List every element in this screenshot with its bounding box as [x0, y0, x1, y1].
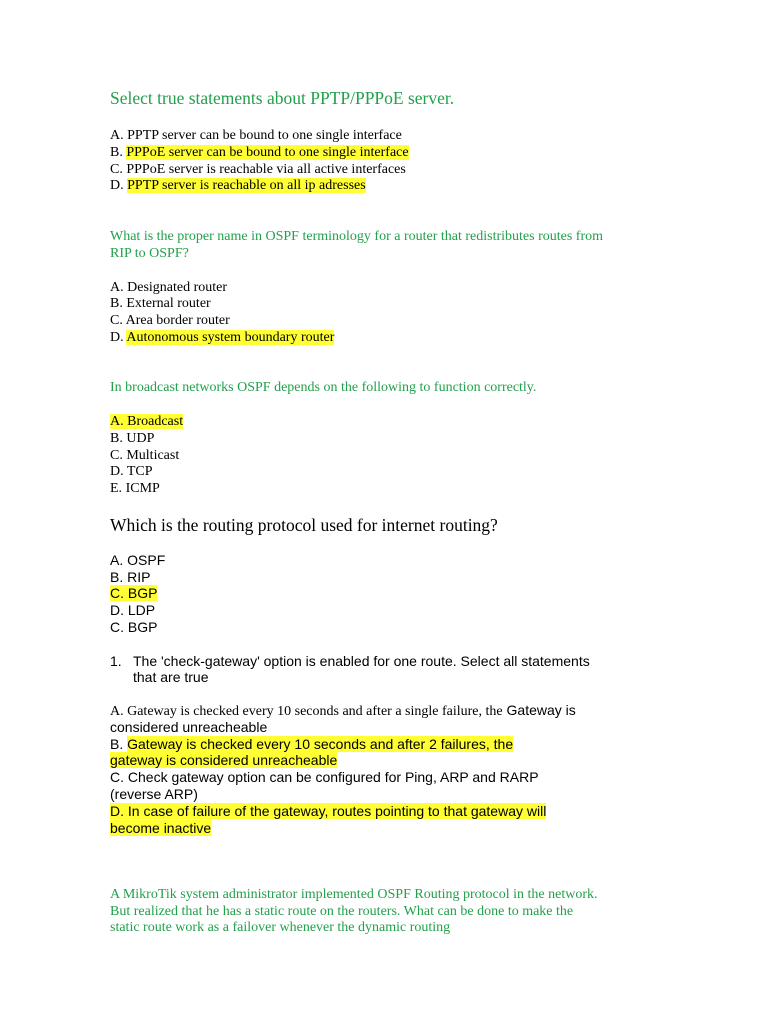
question-5-option-d-line-2 — [110, 820, 211, 836]
option-text-highlighted: Gateway is checked every 10 seconds and after 2 failures, the — [127, 736, 514, 752]
question-5-option-a-line-1 — [110, 702, 576, 720]
question-2-option-b — [110, 296, 211, 312]
question-5-title-line-1: The 'check-gateway' option is enabled for one route. Select all statements — [133, 653, 590, 669]
option-prefix: B. — [110, 145, 127, 160]
option-text: OSPF — [127, 552, 166, 568]
question-5-title-line-2: that are true — [133, 669, 209, 685]
question-6-line-2: But realized that he has a static route on the routers. What can be done to make the — [110, 904, 574, 919]
question-2-option-d — [110, 330, 334, 346]
question-2-option-c — [110, 313, 230, 329]
option-prefix: D. — [110, 464, 127, 479]
option-prefix: C. — [110, 448, 127, 463]
option-text-highlighted: PPPoE server can be bound to one single interface — [126, 145, 409, 160]
question-3-option-a — [110, 414, 183, 430]
question-1-option-a — [110, 128, 402, 144]
question-2-option-a — [110, 280, 227, 296]
option-prefix: D. — [110, 330, 127, 345]
question-5-option-a-line-2: considered unreacheable — [110, 719, 268, 735]
option-prefix: D. — [110, 602, 128, 618]
option-text: TCP — [126, 464, 153, 479]
question-5-option-b-line-1 — [110, 736, 513, 752]
question-3-option-e — [110, 481, 160, 497]
option-text: UDP — [126, 431, 155, 446]
option-text: External router — [126, 296, 211, 311]
question-5-option-c-line-1: C. Check gateway option can be configured for Ping, ARP and RARP — [110, 769, 539, 785]
question-4-option-d — [110, 602, 155, 618]
question-1-option-c — [110, 162, 406, 178]
question-6-line-3: static route work as a failover whenever the dynamic routing — [110, 920, 451, 935]
question-4-option-b — [110, 569, 150, 585]
question-1-option-b — [110, 145, 409, 161]
question-4-option-c — [110, 585, 157, 601]
question-3-option-b — [110, 431, 154, 447]
option-text-highlighted: PPTP server is reachable on all ip adresses — [127, 178, 366, 193]
option-text: PPTP server can be bound to one single interface — [127, 128, 402, 143]
option-prefix: D. — [110, 178, 128, 193]
option-text-highlighted: Autonomous system boundary router — [126, 330, 335, 345]
option-text-highlighted: A. Broadcast — [110, 414, 184, 429]
question-5-option-b-line-2 — [110, 752, 337, 768]
option-prefix: A. — [110, 128, 128, 143]
question-4-title: Which is the routing protocol used for internet routing? — [110, 515, 498, 535]
option-text: Multicast — [126, 448, 180, 463]
option-prefix: C. — [110, 619, 128, 635]
question-2-title-line-1: What is the proper name in OSPF terminology for a router that redistributes routes from — [110, 229, 604, 244]
option-text: Area border router — [125, 313, 230, 328]
option-prefix: B. — [110, 431, 127, 446]
question-1-title: Select true statements about PPTP/PPPoE server. — [110, 88, 455, 108]
option-text-highlighted: become inactive — [110, 820, 212, 836]
option-text: PPPoE server is reachable via all active interfaces — [126, 162, 406, 177]
question-5-number: 1. — [110, 653, 122, 669]
option-prefix: B. — [110, 736, 128, 752]
question-3-title: In broadcast networks OSPF depends on the following to function correctly. — [110, 380, 537, 395]
option-text-serif: A. Gateway is checked every 10 seconds and after a single failure, the — [110, 704, 503, 719]
option-text: RIP — [127, 569, 151, 585]
option-text-sans: Gateway is — [502, 702, 576, 718]
question-6-line-1: A MikroTik system administrator implemented OSPF Routing protocol in the network. — [110, 887, 598, 902]
option-prefix: A. — [110, 552, 128, 568]
option-text: Designated router — [127, 280, 228, 295]
option-text: LDP — [127, 602, 156, 618]
option-prefix: C. — [110, 162, 127, 177]
option-prefix: B. — [110, 296, 127, 311]
question-3-option-d — [110, 464, 153, 480]
question-4-option-a — [110, 552, 165, 568]
question-4-option-c-duplicate — [110, 619, 157, 635]
option-prefix: C. — [110, 313, 126, 328]
question-5-option-d-line-1 — [110, 803, 546, 819]
question-5-option-c-line-2: (reverse ARP) — [110, 786, 198, 802]
option-text: BGP — [127, 619, 158, 635]
option-prefix: B. — [110, 569, 128, 585]
option-text: ICMP — [125, 481, 160, 496]
option-text-highlighted: D. In case of failure of the gateway, routes pointing to that gateway will — [110, 803, 547, 819]
option-prefix: A. — [110, 280, 128, 295]
option-text-highlighted: C. BGP — [110, 585, 158, 601]
question-3-option-c — [110, 448, 179, 464]
option-prefix: E. — [110, 481, 126, 496]
option-text-highlighted: gateway is considered unreacheable — [110, 752, 338, 768]
question-1-option-d — [110, 178, 366, 194]
question-2-title-line-2: RIP to OSPF? — [110, 246, 189, 261]
